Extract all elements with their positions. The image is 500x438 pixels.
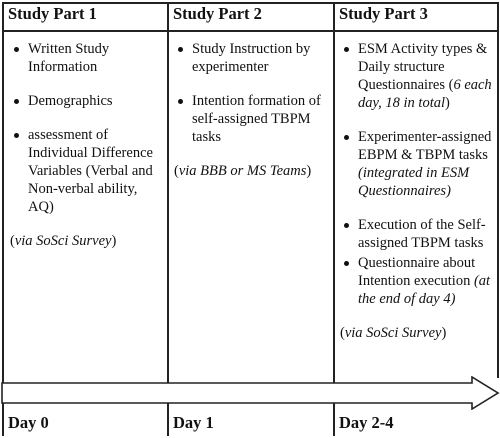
bullet-text-segment: (at the end of day 4) <box>358 273 491 307</box>
delivery-note <box>10 232 162 250</box>
bullet-text-segment: Study Instruction by experimenter <box>192 41 311 75</box>
bullet-dot-icon <box>14 47 19 52</box>
left-border <box>2 2 4 436</box>
bullet-dot-icon <box>344 261 349 266</box>
bullet-text-segment: ) <box>445 95 450 111</box>
column-title-part-2: Study Part 2 <box>173 4 262 23</box>
bullet-dot-icon <box>344 47 349 52</box>
delivery-note <box>340 324 492 342</box>
bullet-text-segment: ESM Activity types & Daily structure Questionnaires ( <box>358 41 488 93</box>
bullet-text-segment: Questionnaire about Intention execution <box>358 255 476 289</box>
timeline-arrow <box>0 376 500 410</box>
delivery-note-segment: ) <box>441 325 447 341</box>
divider-2-3 <box>333 2 335 436</box>
bullet-item <box>174 92 326 146</box>
divider-1-2 <box>167 2 169 436</box>
bullet-text-segment: (integrated in ESM Questionnaires) <box>358 165 470 199</box>
bullet-dot-icon <box>178 47 183 52</box>
bullet-item <box>10 126 162 216</box>
delivery-note-segment: ) <box>111 233 117 249</box>
delivery-note-segment: via SoSci Survey <box>14 233 112 249</box>
bullet-item <box>340 40 492 112</box>
bullet-item <box>340 216 492 252</box>
bullet-item <box>10 92 162 110</box>
bullet-text-segment: Experimenter-assigned EBPM & TBPM tasks <box>358 129 492 163</box>
bullet-item <box>340 254 492 308</box>
bullet-item <box>10 40 162 76</box>
bullet-text-segment: Intention formation of self-assigned TBPM tasks <box>192 93 321 145</box>
bullet-text-segment: Written Study Information <box>28 41 110 75</box>
column-part-2 <box>174 40 326 180</box>
column-title-part-3: Study Part 3 <box>339 4 428 23</box>
bullet-dot-icon <box>344 135 349 140</box>
delivery-note-segment: via BBB or MS Teams <box>178 163 307 179</box>
delivery-note-segment: ) <box>306 163 312 179</box>
bullet-text-segment: assessment of Individual Difference Variables (Verbal and Non-verbal ability, AQ) <box>28 127 153 215</box>
bullet-dot-icon <box>14 133 19 138</box>
bullet-dot-icon <box>14 99 19 104</box>
bullet-item <box>340 128 492 200</box>
day-label-part-1: Day 0 <box>8 413 49 432</box>
day-label-part-2: Day 1 <box>173 413 214 432</box>
delivery-note <box>174 162 326 180</box>
bullet-dot-icon <box>344 223 349 228</box>
delivery-note-segment: ( <box>340 325 345 341</box>
bullet-text-segment: Execution of the Self-assigned TBPM tasks <box>358 217 486 251</box>
column-title-part-1: Study Part 1 <box>8 4 97 23</box>
delivery-note-segment: ( <box>174 163 179 179</box>
column-part-3 <box>340 40 492 342</box>
right-border <box>497 2 499 378</box>
bullet-dot-icon <box>178 99 183 104</box>
bullet-text-segment: 6 each day, 18 in total <box>358 77 492 111</box>
delivery-note-segment: via SoSci Survey <box>344 325 442 341</box>
bullet-item <box>174 40 326 76</box>
header-divider <box>2 30 498 32</box>
bullet-text-segment: Demographics <box>28 93 113 109</box>
day-label-part-3: Day 2-4 <box>339 413 394 432</box>
column-part-1 <box>10 40 162 250</box>
timeline-arrow-shape <box>2 377 498 409</box>
delivery-note-segment: ( <box>10 233 15 249</box>
